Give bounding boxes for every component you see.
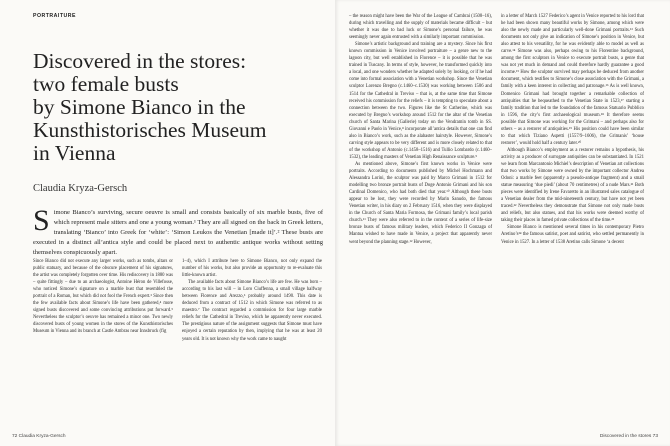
body-paragraph: – the reason might have been the War of the League of Cambrai (1508–16), during which travelling and the supply of materials became difficult – but whether it was due to bad luck or Simone’s personal failure, he was seemingly never again entrusted with a similarly important commission. [349,14,492,41]
body-paragraph: Simone Bianco is mentioned several times in his contemporary Pietro Aretino’s²⁴ the famous satirist, poet and satirist, who settled permanently in Venice in 1527. In a letter of 1538 Aretino calls Simone ‘a decent [501,225,644,245]
page-footer-right: Discovered in the stores 73 [599,434,658,439]
intro-paragraph [33,204,323,258]
article-title [33,50,323,165]
title-line: Kunsthistorisches Museum [33,118,267,142]
title-line: Discovered in the stores: [33,49,247,73]
body-column-4 [501,13,644,246]
section-label: PORTRAITURE [33,13,76,19]
body-column-2 [182,258,322,343]
body-paragraph: in a letter of March 1527 Federico’s agent in Venice reported to his lord that he had been shown many beautiful works by Simone, among which were also the newly made and particularly well-done Grimani portraits.¹³ Such documents not only give an indication of Simone’s position in Venice, but also attest to his versatility, for he was evidently able to model as well as carve.¹⁴ Simone was also, perhaps owing to his Florentine background, among the first sculptors in Venice to execute portrait busts, a genre that was not yet much in demand and could therefore hardly guarantee a good income.¹⁵ How the sculptor survived may perhaps be deduced from another document, which testifies to Simone’s close association with the Grimani, a family with a keen interest in collecting and patronage.¹⁶ As is well known, Domenico Grimani had brought together a remarkable collection of antiquities that he bequeathed to the Venetian State in 1523,¹⁷ starting a family tradition that led to the foundation of the famous Statuario Pubblico in 1596, the city’s first archaeological museum.¹⁸ It therefore seems possible that Simone was working for the Grimani – and perhaps also for others – as a restorer of antiquities.¹⁹ His position could have been similar to that which Tiziano Aspetti (1557/9–1606), the Grimanis’ ‘house restorer’, would hold half a century later.²⁰ [501,14,644,146]
title-line: in Vienna [33,141,116,165]
author-name: Claudia Kryza-Gersch [33,183,128,194]
body-paragraph: The available facts about Simone Bianco’s life are few. He was born – according to his last will – in Loro Ciuffenna, a small village halfway between Florence and Arezzo,⁶ probably around 1490. This date is deduced from a contract of 1512 in which Simone was referred to as maestro.⁷ The contract regarded a commission for four large marble reliefs for the Cathedral in Treviso, which he apparently never executed. The prestigious nature of the assignment suggests that Simone must have enjoyed a certain reputation by then, implying that he was at least 20 years old. It is not known why the work came to naught [182,280,322,342]
body-paragraph: As mentioned above, Simone’s first known works in Venice were portraits. According to documents published by Michel Hochmann and Alessandra Lorini, the sculptor was paid by Marco Grimani in 1512 for modelling two bronze portrait busts of Doge Antonio Grimani and his son Cardinal Domenico, who had both died that year.¹⁰ Although these busts appear to be lost, they were recorded by Marin Sanudo, the famous Venetian writer, in his diary on 2 February 1516, when they were displayed in the Church of Santa Maria Formosa, the Grimani family’s local parish church.¹¹ They were also referred to in the context of a series of life-size bronze busts of famous military leaders, which Federico II Gonzaga of Mantua wished to have made in Venice, a project that apparently never went beyond the planning stage.¹² However, [349,161,492,245]
drop-cap: S [33,204,50,237]
title-line: by Simone Bianco in the [33,95,246,119]
body-paragraph: Since Bianco did not execute any larger works, such as tombs, altars or public statuary, and because of the obscure placement of his signatures, the artist was completely forgotten over time. His rediscovery in 1880 was – quite fittingly – due to an archaeologist, Antoine Héron de Villefosse, who noticed Simone’s signature on a marble bust that resembled the portrait of a Roman, but which did not fool the French expert.³ Since then the few available facts about Simone’s life have been gathered,⁴ more signed busts discovered and some convincing attributions put forward.⁵ Nevertheless the sculptor’s oeuvre has remained a minor one. Two newly discovered busts of young women in the stores of the Kunsthistorisches Museum in Vienna and its branch at Castle Ambras near Innsbruck (fig [33,259,173,335]
body-paragraph: 1–4), which I attribute here to Simone Bianco, not only expand the number of his works, but also provide an opportunity to re-evaluate this little-known artist. [182,259,322,279]
body-column-3 [349,13,492,246]
body-paragraph: Simone’s artistic background and training are a mystery. Since his first known commission in Venice involved portraiture – a genre new to the lagoon city, but well established in Florence – it is possible that he was trained in Tuscany. In terms of style, however, he transformed quickly into a local, and one wonders whether he adapted solely by looking, or if he had come into formal association with a Venetian workshop. Since the Venetian sculptor Lorenzo Bregno (c.1460–c.1530) was working between 1506 and 1514 for the Cathedral in Treviso – that is, at the same time that Simone received his commission for the reliefs – it is tempting to speculate about a connection between the two. Figures like the St Catherine, which was executed by Bregno’s workshop around 1512 for the altar of the Venetian church of Santa Marina (Gallerie) today on the Vendramin tomb in SS. Giovanni e Paolo in Venice,⁸ incorporate all’antica details that one can find also in Bianco’s work, such as the alabaster hairstyle. However, Simone’s carving style appears to be very different and is more closely related to that of the workshop of Antonio (c.1458–1516) and Tullio Lombardo (c.1460–1532), the leading masters of Venetian High Renaissance sculpture.⁹ [349,42,492,160]
intro-text: imone Bianco’s surviving, secure oeuvre is small and consists basically of six marble busts, five of which represent male sitters and one a young woman.¹ They are all signed on the back in Greek letters, translating ‘Bianco’ into Greek for ‘white’: ‘Simon Leukos the Venetian [made it]’.² These busts are executed in a distinct all’antica style and could be placed next to authentic antique works without setting themselves conspicuously apart. [33,209,323,256]
page-footer-left: 72 Claudia Kryza-Gersch [12,434,66,439]
body-paragraph: Although Bianco’s employment as a restorer remains a hypothesis, his activity as a producer of surrogate antiquities can be substantiated. In 1521 we learn from Marcantonio Michiel’s description of Venetian art collections that two works by Simone were owned by the important collector Andrea Odoni: a marble feet (apparently a pseudo-antique fragment) and a small statue measuring ‘due piedi’ (about 70 centimetres) of a nude Mars.²¹ Both pieces were identified by Irene Favaretto in an illustrated sales catalogue of a Venetian dealer from the mid-nineteenth century, but have not yet been traced.²² Nevertheless they demonstrate that Simone not only made busts and reliefs, but also statues, and that his works were deemed worthy of taking their places in famed private collections of the time.²³ [501,147,644,224]
body-column-1 [33,258,173,336]
title-line: two female busts [33,72,179,96]
right-page [335,0,670,446]
